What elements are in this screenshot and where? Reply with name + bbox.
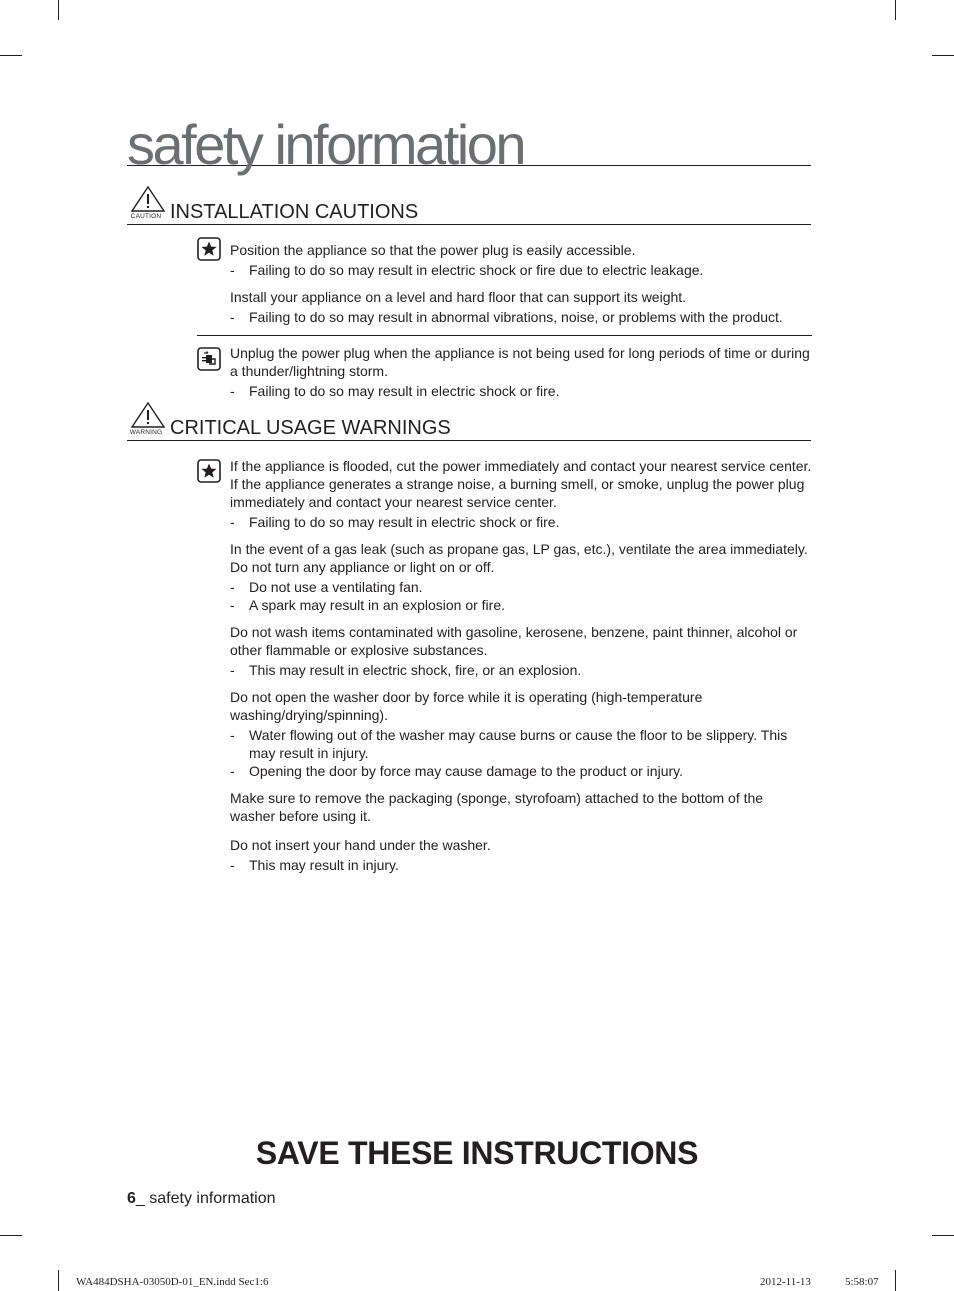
crop-mark <box>58 1270 59 1291</box>
instruction-text: If the appliance is flooded, cut the power immediately and contact your nearest service center. <box>230 458 812 474</box>
consequence-item: - Failing to do so may result in electric shock or fire. <box>230 513 812 531</box>
instruction-text: Position the appliance so that the power plug is easily accessible. <box>230 242 636 258</box>
installation-group-1 <box>230 241 812 326</box>
crop-mark <box>58 0 59 20</box>
crop-mark <box>895 1270 896 1291</box>
consequence-item: - Water flowing out of the washer may cause burns or cause the floor to be slippery. This may result in injury. <box>230 726 812 762</box>
slug-file: WA484DSHA-03050D-01_EN.indd Sec1:6 <box>76 1276 269 1288</box>
consequence-item: - This may result in electric shock, fire, or an explosion. <box>230 661 812 679</box>
installation-heading: INSTALLATION CAUTIONS <box>170 201 419 223</box>
divider <box>197 335 812 336</box>
warning-triangle-icon <box>131 402 165 428</box>
critical-usage-warnings-header <box>127 402 811 441</box>
instruction-text: Do not insert your hand under the washer. <box>230 837 491 853</box>
instruction-text: Do not open the washer door by force while it is operating (high-temperature washing/drying/spinning). <box>230 689 703 723</box>
consequence-item: - This may result in injury. <box>230 856 812 874</box>
page-title <box>127 112 811 176</box>
warning-badge-label: WARNING <box>129 429 163 436</box>
crop-mark <box>0 55 22 56</box>
warnings-group <box>230 457 812 874</box>
warnings-heading: CRITICAL USAGE WARNINGS <box>170 417 451 439</box>
crop-mark <box>0 1235 22 1236</box>
instruction-text: Unplug the power plug when the appliance is not being used for long periods of time or during a thunder/lightning storm. <box>230 345 810 379</box>
footer-section-label: _ safety information <box>135 1190 276 1207</box>
slug-time: 5:58:07 <box>845 1276 879 1288</box>
instruction-text: Install your appliance on a level and hard floor that can support its weight. <box>230 289 687 305</box>
caution-triangle-icon <box>131 186 165 212</box>
slug-date: 2012-11-13 <box>760 1276 811 1288</box>
caution-badge-label: CAUTION <box>130 213 162 220</box>
page-number: 6 <box>127 1190 136 1207</box>
consequence-item: - Failing to do so may result in abnormal vibrations, noise, or problems with the product. <box>230 308 812 326</box>
crop-mark <box>932 55 954 56</box>
consequence-item: - Opening the door by force may cause damage to the product or injury. <box>230 762 812 780</box>
instruction-text: In the event of a gas leak (such as propane gas, LP gas, etc.), ventilate the area immediately. Do not turn any appliance or light on or off. <box>230 541 808 575</box>
crop-mark <box>932 1235 954 1236</box>
page-title-text: safety information <box>127 113 524 176</box>
star-icon <box>197 459 221 483</box>
installation-group-2 <box>230 344 812 400</box>
installation-cautions-header <box>127 186 811 225</box>
instruction-text: Do not wash items contaminated with gasoline, kerosene, benzene, paint thinner, alcohol or other flammable or explosive substances. <box>230 624 798 658</box>
consequence-item: - Failing to do so may result in electric shock or fire due to electric leakage. <box>230 261 812 279</box>
consequence-item: - Do not use a ventilating fan. <box>230 578 812 596</box>
crop-mark <box>895 0 896 20</box>
instruction-text: If the appliance generates a strange noise, a burning smell, or smoke, unplug the power plug immediately and contact your nearest service center. <box>230 476 805 510</box>
consequence-item: - Failing to do so may result in electric shock or fire. <box>230 382 812 400</box>
star-icon <box>197 237 221 261</box>
instruction-text: Make sure to remove the packaging (sponge, styrofoam) attached to the bottom of the washer before using it. <box>230 790 764 824</box>
page-footer <box>127 1190 276 1208</box>
save-instructions-notice: SAVE THESE INSTRUCTIONS <box>255 1135 699 1171</box>
consequence-item: - A spark may result in an explosion or fire. <box>230 596 812 614</box>
unplug-icon <box>197 347 221 371</box>
